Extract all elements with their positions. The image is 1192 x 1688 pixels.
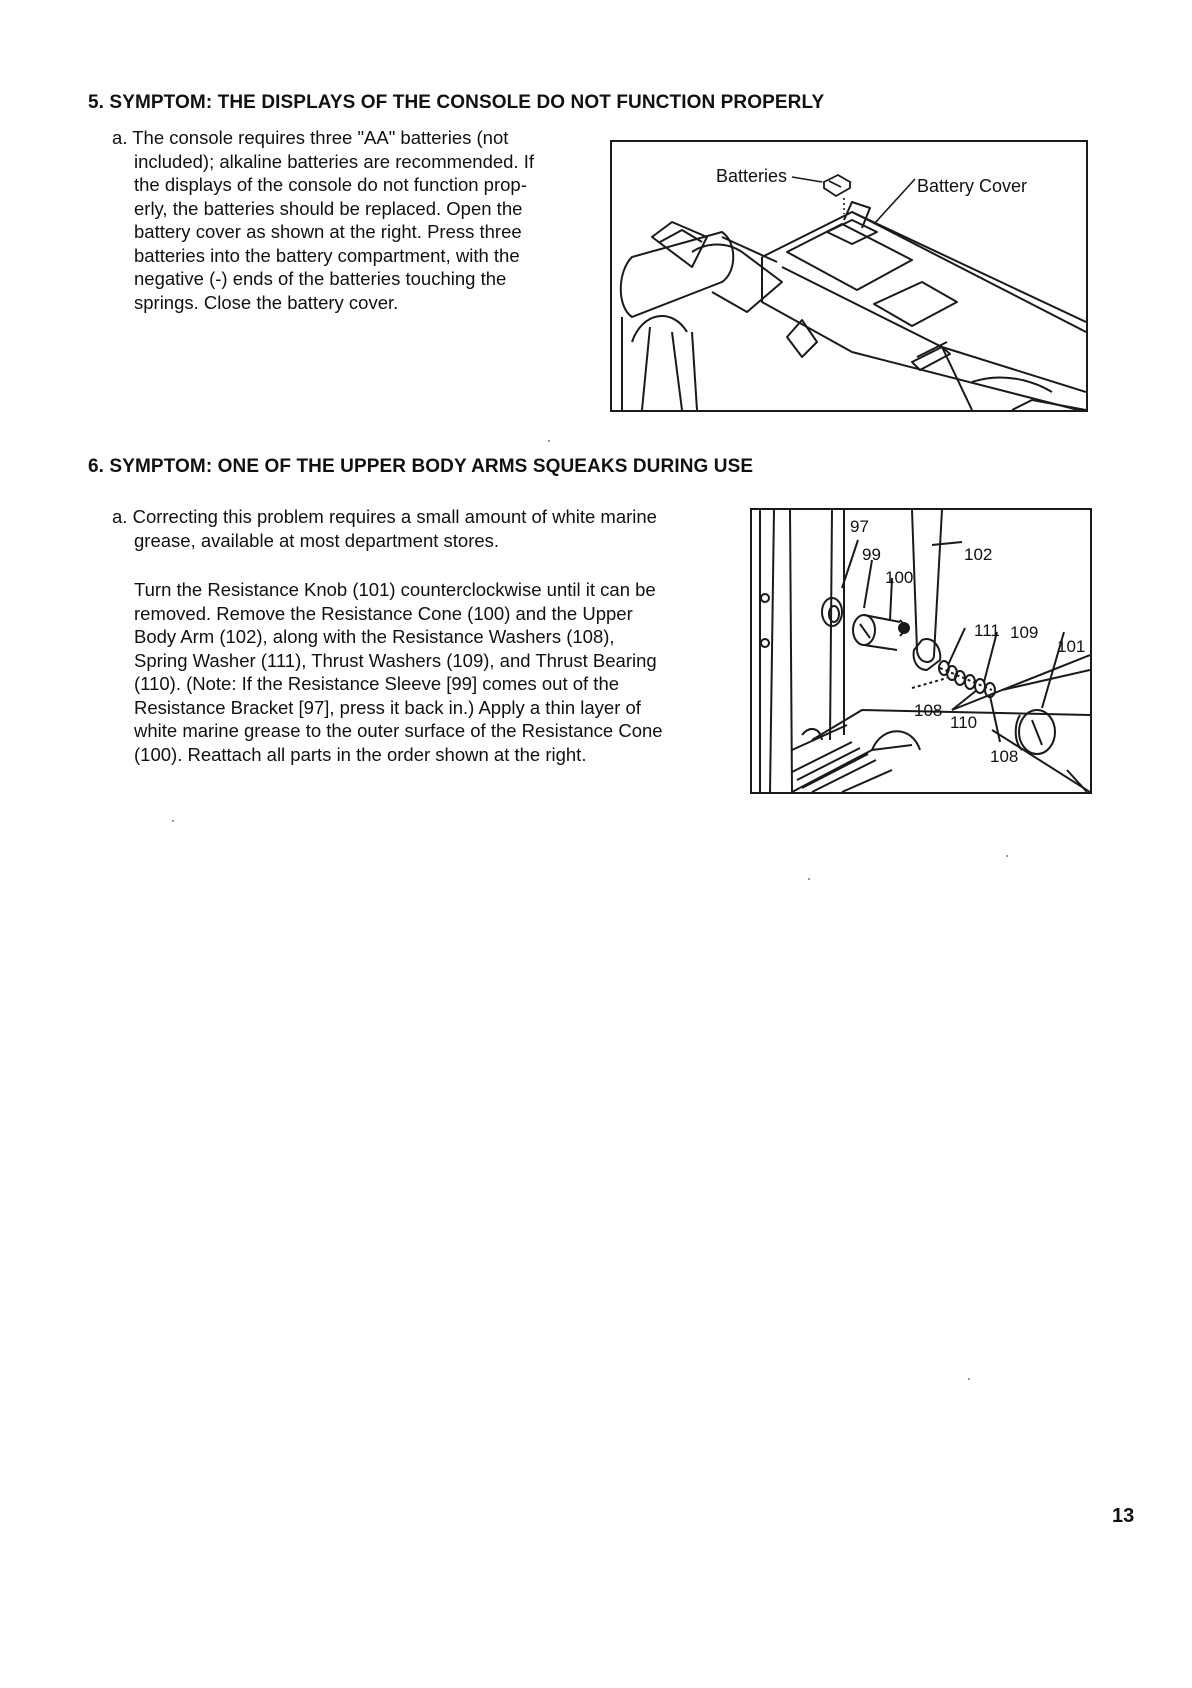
section-6-intro-paragraph [112, 505, 657, 552]
batteries-label: Batteries [716, 166, 788, 186]
part-101-label: 101 [1057, 637, 1086, 656]
part-111-label: 111 [974, 621, 1000, 640]
text-line: battery cover as shown at the right. Press three [134, 221, 522, 242]
text-line: the displays of the console do not function prop- [134, 174, 527, 195]
scan-speck [1006, 855, 1008, 857]
text-line: The console requires three "AA" batteries (not [132, 127, 509, 148]
text-line: Turn the Resistance Knob (101) counterclockwise until it can be [134, 579, 656, 600]
upper-body-arm-figure [750, 508, 1092, 794]
part-109-label: 109 [1010, 623, 1039, 642]
text-line: Spring Washer (111), Thrust Washers (109), and Thrust Bearing [134, 649, 657, 671]
text-line [112, 126, 534, 150]
part-102-label: 102 [964, 545, 993, 564]
text-line: Body Arm (102), along with the Resistance Washers (108), [134, 626, 615, 647]
battery-cover-figure [610, 140, 1088, 412]
section-5-paragraph [112, 126, 534, 314]
section-6-heading: 6. SYMPTOM: ONE OF THE UPPER BODY ARMS SQUEAKS DURING USE [88, 456, 754, 477]
section-5-heading: 5. SYMPTOM: THE DISPLAYS OF THE CONSOLE DO NOT FUNCTION PROPERLY [88, 92, 825, 113]
console-battery-illustration [612, 142, 1086, 410]
text-line: (110). (Note: If the Resistance Sleeve [99] comes out of the [134, 673, 620, 694]
scan-speck [968, 1378, 970, 1380]
item-prefix: a. [112, 506, 128, 527]
text-line: (100). Reattach all parts in the order shown at the right. [134, 743, 587, 765]
page-number: 13 [1112, 1505, 1135, 1527]
text-line: Correcting this problem requires a small amount of white marine [132, 506, 657, 527]
scan-speck [172, 820, 174, 822]
part-108-label-lower: 108 [990, 747, 1019, 766]
text-line: erly, the batteries should be replaced. Open the [134, 197, 523, 219]
scan-speck [808, 878, 810, 880]
part-100-label: 100 [885, 568, 914, 587]
part-110-label: 110 [950, 713, 978, 732]
text-line: grease, available at most department stores. [134, 529, 500, 551]
battery-cover-label: Battery Cover [917, 176, 1028, 196]
resistance-assembly-illustration [752, 510, 1090, 792]
scan-speck [548, 440, 550, 442]
text-line: batteries into the battery compartment, with the [134, 244, 520, 266]
item-prefix: a. [112, 127, 128, 148]
text-line: Resistance Bracket [97], press it back in.) Apply a thin layer of [134, 696, 641, 718]
part-99-label: 99 [862, 545, 881, 564]
text-line [112, 505, 657, 529]
text-line: white marine grease to the outer surface of the Resistance Cone [134, 720, 663, 741]
text-line: negative (-) ends of the batteries touching the [134, 268, 507, 289]
text-line: removed. Remove the Resistance Cone (100) and the Upper [134, 602, 633, 624]
section-6-instructions-paragraph [134, 578, 663, 766]
part-97-label: 97 [850, 517, 869, 536]
text-line: included); alkaline batteries are recommended. If [134, 150, 535, 172]
text-line: springs. Close the battery cover. [134, 291, 399, 313]
part-108-label-upper: 108 [914, 701, 943, 720]
